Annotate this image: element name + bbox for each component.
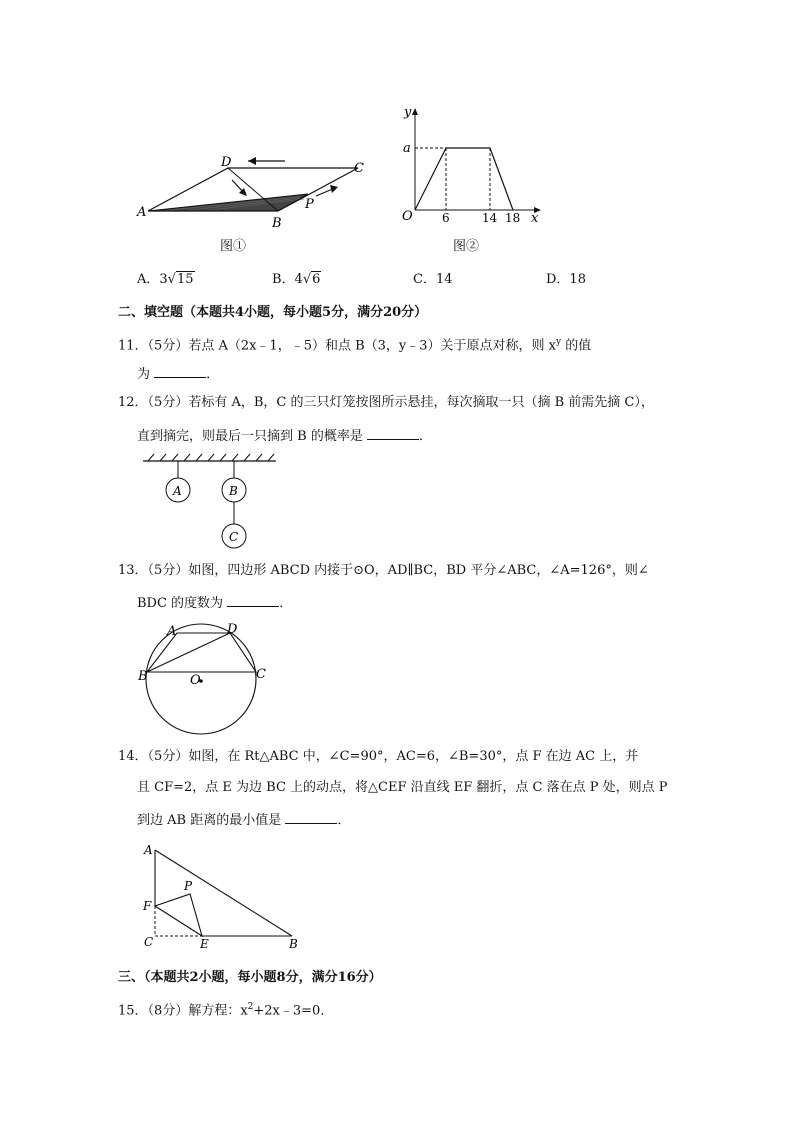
option-b: B．4√6 — [272, 272, 321, 287]
svg-text:F: F — [143, 899, 152, 913]
q14-line2: 且 CF=2，点 E 为边 BC 上的动点，将△CEF 沿直线 EF 翻折，点 C 落在点 P 处，则点 P — [137, 780, 668, 795]
svg-text:O: O — [190, 673, 201, 688]
svg-text:A: A — [167, 624, 177, 639]
fig2-label-y: y — [404, 105, 412, 120]
fig1-label-B: B — [272, 216, 282, 231]
q14-answer-blank — [285, 809, 337, 824]
circle-figure — [135, 620, 275, 738]
svg-text:B: B — [138, 669, 148, 684]
svg-text:D: D — [227, 622, 238, 637]
function-graph — [415, 148, 513, 210]
option-d: D．18 — [546, 272, 586, 287]
fig1-caption: 图① — [220, 239, 247, 254]
option-a: A．3√15 — [137, 272, 194, 287]
q13-answer-blank — [227, 592, 279, 607]
fig2-caption: 图② — [453, 239, 480, 254]
section-2-heading: 二、填空题（本题共4小题，每小题5分，满分20分） — [118, 305, 428, 320]
fig1-label-P: P — [305, 197, 314, 212]
fig1-label-C: C — [354, 161, 364, 176]
svg-text:E: E — [200, 937, 209, 951]
folded-triangle — [155, 894, 202, 936]
fig2-label-O: O — [402, 209, 413, 224]
figure-2 — [395, 100, 545, 230]
triangle-figure — [140, 840, 310, 955]
q14-line1: 14．（5分）如图，在 Rt△ABC 中，∠C=90°，AC=6，∠B=30°，点 F 在边 AC 上，并 — [118, 749, 639, 764]
figure-1 — [130, 148, 380, 258]
q11-answer-blank — [154, 363, 206, 378]
q12-line2: 直到摘完，则最后一只摘到 B 的概率是 ． — [137, 425, 432, 447]
circle-o — [146, 624, 256, 734]
svg-text:P: P — [184, 879, 193, 893]
fig1-label-A: A — [137, 205, 147, 220]
fig2-label-x: x — [531, 211, 539, 226]
option-c: C．14 — [413, 272, 453, 287]
svg-text:A: A — [173, 484, 182, 498]
q15-line: 15．（8分）解方程：$x^2+2x﹣3=0$． — [118, 1002, 334, 1019]
q11-line2: 为 ． — [137, 363, 219, 385]
svg-text:C: C — [256, 667, 266, 682]
q12-answer-blank — [367, 425, 419, 440]
fig2-tick-14: 14 — [482, 211, 498, 225]
svg-text:A: A — [144, 843, 153, 857]
svg-text:B: B — [229, 484, 238, 498]
fig2-label-a: a — [403, 141, 411, 156]
q11-line1: 11．（5分）若点 A（2x﹣1，﹣5）和点 B（3，y﹣3）关于原点对称，则 $x^y$ 的值 — [118, 337, 592, 354]
lantern-figure — [138, 452, 283, 552]
svg-text:C: C — [144, 935, 154, 949]
fig2-tick-18: 18 — [505, 211, 521, 225]
svg-text:B: B — [289, 937, 298, 951]
q13-line1: 13．（5分）如图，四边形 ABCD 内接于⊙O，AD∥BC，BD 平分∠ABC，∠A=126°，则∠ — [118, 563, 649, 578]
svg-text:C: C — [229, 530, 239, 544]
q12-line1: 12．（5分）若标有 A，B，C 的三只灯笼按图所示悬挂，每次摘取一只（摘 B 前需先摘 C）， — [118, 395, 654, 410]
q14-line3: 到边 AB 距离的最小值是 ． — [137, 809, 350, 831]
fig2-tick-6: 6 — [442, 211, 450, 225]
q13-line2: BDC 的度数为 ． — [137, 592, 292, 614]
fig1-label-D: D — [221, 155, 232, 170]
section-3-heading: 三、（本题共2小题，每小题8分，满分16分） — [118, 970, 382, 985]
